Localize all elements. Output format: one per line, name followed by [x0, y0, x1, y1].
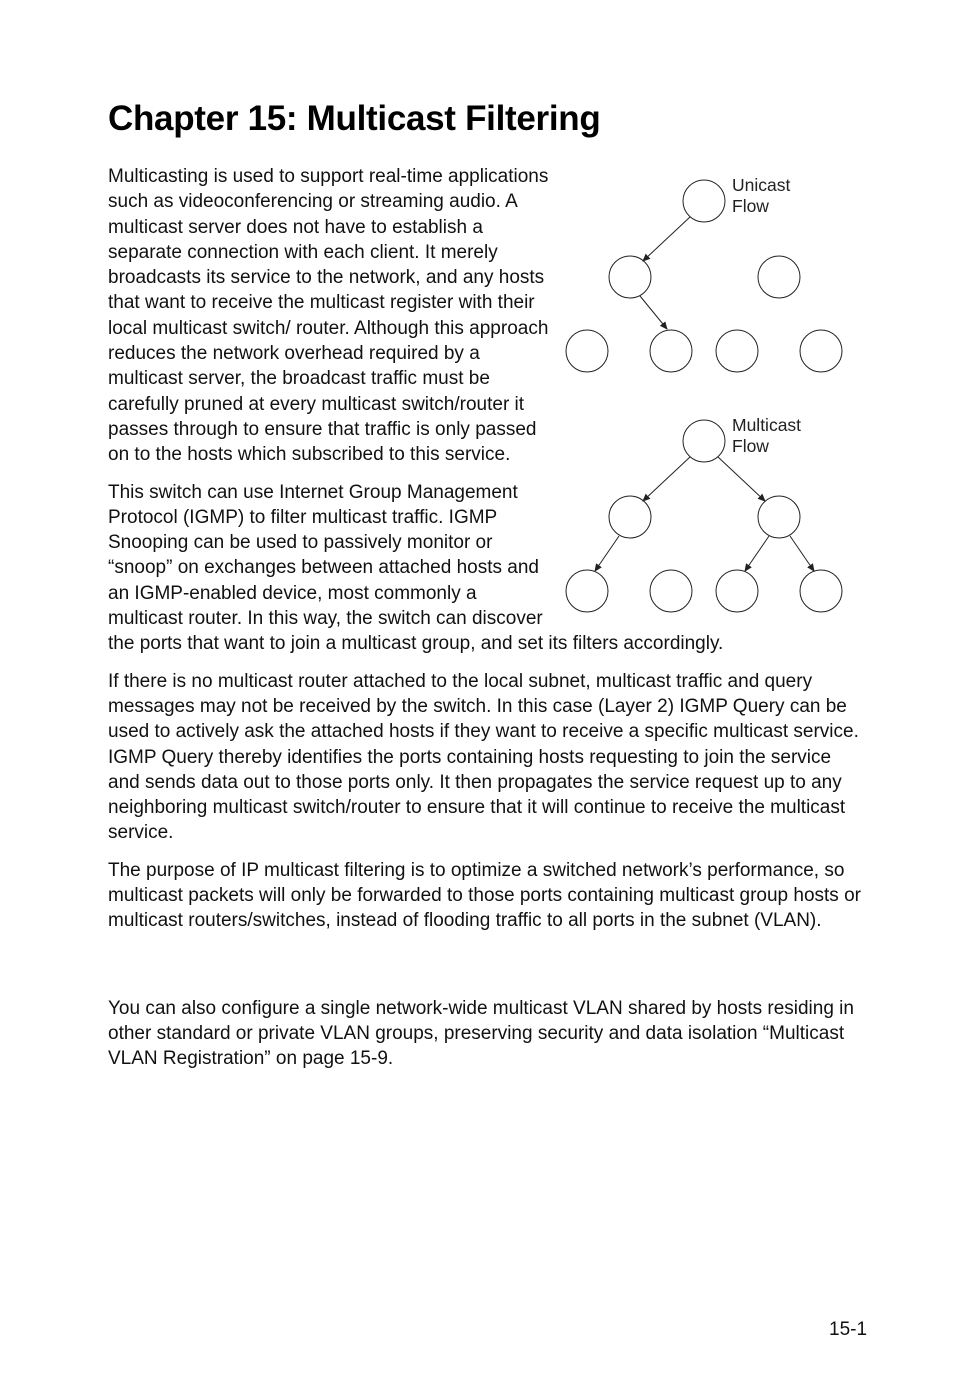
multicast-root-node: [683, 420, 725, 462]
multicast-arrow: [790, 536, 814, 571]
unicast-arrow: [640, 296, 667, 329]
unicast-label: Flow: [732, 196, 769, 216]
flow-diagram: [564, 168, 874, 628]
unicast-leaf-node: [650, 330, 692, 372]
unicast-arrow: [643, 217, 690, 261]
section-spacer: [108, 946, 864, 996]
multicast-arrow: [745, 536, 769, 571]
page-number: 15-1: [829, 1319, 868, 1340]
unicast-label: Unicast: [732, 175, 791, 195]
body-text: [108, 164, 864, 1084]
unicast-leaf-node: [716, 330, 758, 372]
unicast-leaf-node: [566, 330, 608, 372]
multicast-label: Multicast: [732, 415, 802, 435]
multicast-tree: [566, 415, 842, 612]
multicast-leaf-node: [800, 570, 842, 612]
multicast-arrow: [595, 536, 619, 571]
paragraph: If there is no multicast router attached to the local subnet, multicast traffic and query messages may not be received by the switch. In this case (Layer 2) IGMP Query can be used to actively ask the attached hosts if they want to receive a specific multicast service. IGMP Query thereby identifies the ports containing hosts requesting to join the service and sends data out to those ports only. It then propagates the service request up to any neighboring multicast switch/router to ensure that it will continue to receive the multicast service.: [108, 670, 859, 844]
multicast-node: [758, 496, 800, 538]
multicast-leaf-node: [716, 570, 758, 612]
unicast-node: [758, 256, 800, 298]
multicast-arrow: [643, 457, 690, 501]
unicast-node: [609, 256, 651, 298]
paragraph: You can also configure a single network-wide multicast VLAN shared by hosts residing in other standard or private VLAN groups, preserving security and data isolation “Multicast VLAN Registration” on page 15-9.: [108, 997, 854, 1070]
chapter-title: Chapter 15: Multicast Filtering: [108, 99, 601, 138]
paragraph: This switch can use Internet Group Management Protocol (IGMP) to filter multicast traffic. IGMP Snooping can be used to passively monitor or “snoop” on exchanges between attached hosts and an IGMP-enabled device, most commonly a multicast router. In this way, the switch can discover the ports that want to join a multicast group, and set its filters accordingly.: [108, 481, 724, 655]
unicast-root-node: [683, 180, 725, 222]
unicast-tree: [566, 175, 842, 372]
paragraph: The purpose of IP multicast filtering is to optimize a switched network’s performance, so multicast packets will only be forwarded to those ports containing multicast group hosts or multicast routers/switches, instead of flooding traffic to all ports in the subnet (VLAN).: [108, 859, 861, 932]
paragraph: Multicasting is used to support real-time applications such as videoconferencing or streaming audio. A multicast server does not have to establish a separate connection with each client. It merely broadcasts its service to the network, and any hosts that want to receive the multicast register with their local multicast switch/ router. Although this approach reduces the network overhead required by a multicast server, the broadcast traffic must be carefully pruned at every multicast switch/router it passes through to ensure that traffic is only passed on to the hosts which subscribed to this service.: [108, 166, 549, 466]
multicast-leaf-node: [650, 570, 692, 612]
multicast-leaf-node: [566, 570, 608, 612]
unicast-leaf-node: [800, 330, 842, 372]
multicast-arrow: [718, 457, 765, 501]
multicast-label: Flow: [732, 436, 769, 456]
flow-diagram-svg: [564, 168, 874, 628]
multicast-node: [609, 496, 651, 538]
